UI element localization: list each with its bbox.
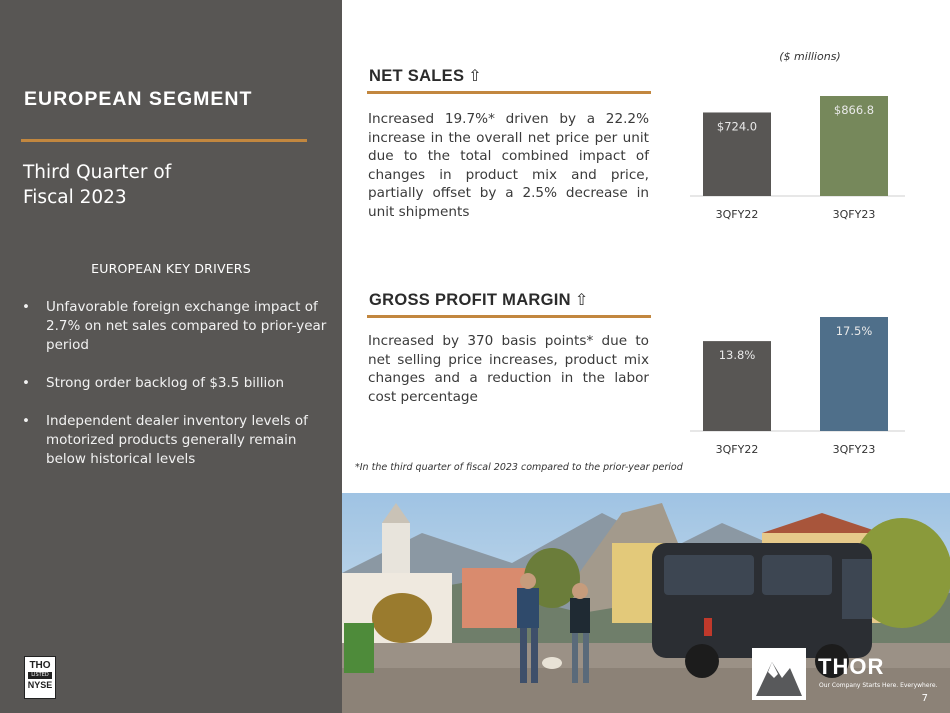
footnote: *In the third quarter of fiscal 2023 compared to the prior-year period xyxy=(355,462,683,473)
net-sales-title-text: NET SALES xyxy=(369,67,465,85)
bullet-icon: • xyxy=(22,413,30,429)
net-sales-description: Increased 19.7%* driven by a 22.2% increase in the overall net price per unit due to the total combined impact of changes in product mix and price, partially offset by a 2.5% decrease in unit shipments xyxy=(368,111,649,220)
chart-0-category-label: 3QFY22 xyxy=(715,208,759,221)
chart-1-data-label: 13.8% xyxy=(718,348,756,363)
drivers-heading: EUROPEAN KEY DRIVERS xyxy=(91,261,251,276)
chart-1-data-label: 17.5% xyxy=(835,324,873,338)
thor-mountain-icon xyxy=(752,648,806,700)
page-number: 7 xyxy=(921,693,928,704)
segment-title: EUROPEAN SEGMENT xyxy=(24,88,253,110)
thor-mountain-logo-icon xyxy=(752,648,806,700)
bullet-icon: • xyxy=(22,375,30,391)
thor-wordmark: THOR xyxy=(818,654,885,679)
driver-text: Unfavorable foreign exchange impact of 2.7% on net sales compared to prior-year period xyxy=(46,299,327,353)
badge-exchange: NYSE xyxy=(27,680,53,690)
gross-margin-title-text: GROSS PROFIT MARGIN xyxy=(369,291,571,309)
thor-tagline: Our Company Starts Here. Everywhere. xyxy=(819,682,938,689)
gross-margin-description: Increased by 370 basis points* due to net selling price increases, product mix changes and a reduction in the labor cost percentage xyxy=(368,333,649,405)
badge-ticker: THO xyxy=(29,660,51,671)
chart-0-data-label: $724.0 xyxy=(716,119,758,134)
chart-1-category-label: 3QFY23 xyxy=(832,443,876,456)
chart-0-data-label: $866.8 xyxy=(833,103,875,117)
subtitle-line-2: Fiscal 2023 xyxy=(23,187,127,208)
thor-logo xyxy=(752,648,938,700)
driver-text: Independent dealer inventory levels of motorized products generally remain below historical levels xyxy=(46,413,308,467)
bullet-icon: • xyxy=(22,299,30,315)
driver-text: Strong order backlog of $3.5 billion xyxy=(46,375,285,391)
units-label: ($ millions) xyxy=(779,50,841,63)
subtitle-line-1: Third Quarter of xyxy=(23,162,172,183)
chart-1-category-label: 3QFY22 xyxy=(715,443,759,456)
up-arrow-icon: ⇧ xyxy=(468,68,483,85)
badge-listed: LISTED xyxy=(28,672,52,679)
up-arrow-icon: ⇧ xyxy=(574,292,589,309)
chart-0-category-label: 3QFY23 xyxy=(832,208,876,221)
